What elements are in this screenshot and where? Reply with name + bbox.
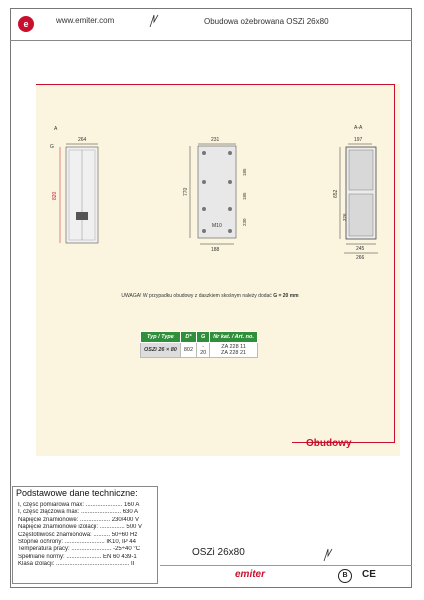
mount-top-dim: 231 [211, 137, 220, 143]
tech-row: Spełniane normy: ..................... EN 60 439-1 [18, 553, 137, 560]
front-view [50, 126, 98, 243]
mount-segment-3: 230 [242, 218, 247, 226]
warning-note [40, 293, 380, 299]
front-g-label: G [50, 144, 54, 150]
mount-bolt-label: M10 [212, 223, 222, 229]
front-section-label: A [54, 126, 58, 132]
section-top-dim: 197 [354, 137, 363, 143]
cell-d: 802 [180, 343, 196, 358]
certification-marks [338, 569, 376, 583]
front-width-dim: 264 [78, 137, 87, 143]
cell-g-2: 20 [200, 350, 207, 356]
tech-row: I, część pomiarowa max: ...................... 160 A [18, 502, 140, 508]
section-bottom-dim-1: 245 [356, 246, 365, 252]
b-mark-icon: B [338, 569, 352, 583]
cell-type: OSZi 26 × 80 [141, 343, 181, 358]
website-url[interactable]: www.emiter.com [56, 16, 115, 25]
model-label: OSZi 26x80 [192, 547, 245, 558]
tech-row: Temperatura pracy: ........................ -25÷40 °C [18, 546, 141, 553]
cell-art-2: ZA 228 21 [221, 350, 247, 356]
mount-bottom-dim: 188 [211, 247, 220, 253]
table-row [141, 343, 258, 358]
note-text: UWAGA! W przypadku obudowy z daszkiem skośnym należy dodać [121, 293, 272, 299]
tech-data-list [18, 502, 154, 569]
footer-divider [160, 565, 412, 566]
tech-row: Stopnie ochrony: ........................ IK10, IP 44 [18, 538, 136, 545]
section-height-dim: 652 [333, 189, 339, 198]
cell-g [197, 343, 210, 358]
col-d: D* [180, 332, 196, 343]
cell-g-1: - [202, 344, 205, 350]
tech-data-title: Podstawowe dane techniczne: [16, 488, 138, 498]
tech-row: Napięcie znamionowe izolacji: ............... 500 V [18, 524, 143, 531]
technical-drawing [36, 84, 400, 284]
section-view [333, 125, 378, 261]
col-art: Nr kat. / Art. no. [210, 332, 258, 343]
category-label: Obudowy [306, 438, 352, 449]
tech-row: Napięcie znamionowe: .................. 230/400 V [18, 516, 140, 523]
mount-segment-1: 185 [242, 168, 247, 176]
note-value: G = 20 mm [273, 293, 299, 299]
mount-segment-2: 185 [242, 192, 247, 200]
header-lightning-icon [148, 14, 160, 28]
page-title: Obudowa ożebrowana OSZi 26x80 [204, 17, 329, 26]
ce-mark-icon: CE [362, 569, 376, 580]
section-inner-dim: 326 [342, 213, 347, 221]
cell-art [210, 343, 258, 358]
mounting-view [183, 137, 247, 253]
col-type: Typ / Type [141, 332, 181, 343]
tech-row: Klasa izolacji: ............................................ II [18, 561, 135, 568]
mount-height-dim: 770 [183, 187, 189, 196]
col-g: G [197, 332, 210, 343]
section-bottom-dim-2: 266 [356, 255, 365, 261]
emiter-logo-icon: e [18, 16, 34, 32]
footer-logo: emiter [235, 569, 266, 580]
model-lightning-icon [322, 548, 334, 562]
tech-row: I, część złączowa max: ........................ 630 A [18, 509, 139, 516]
tech-row: Częstotliwość znamionowa: .......... 50÷60 Hz [18, 531, 138, 538]
section-label: A-A [354, 125, 363, 131]
cell-art-1: ZA 228 11 [221, 344, 246, 350]
front-height-dim: 820 [52, 191, 58, 200]
product-table [140, 331, 258, 358]
